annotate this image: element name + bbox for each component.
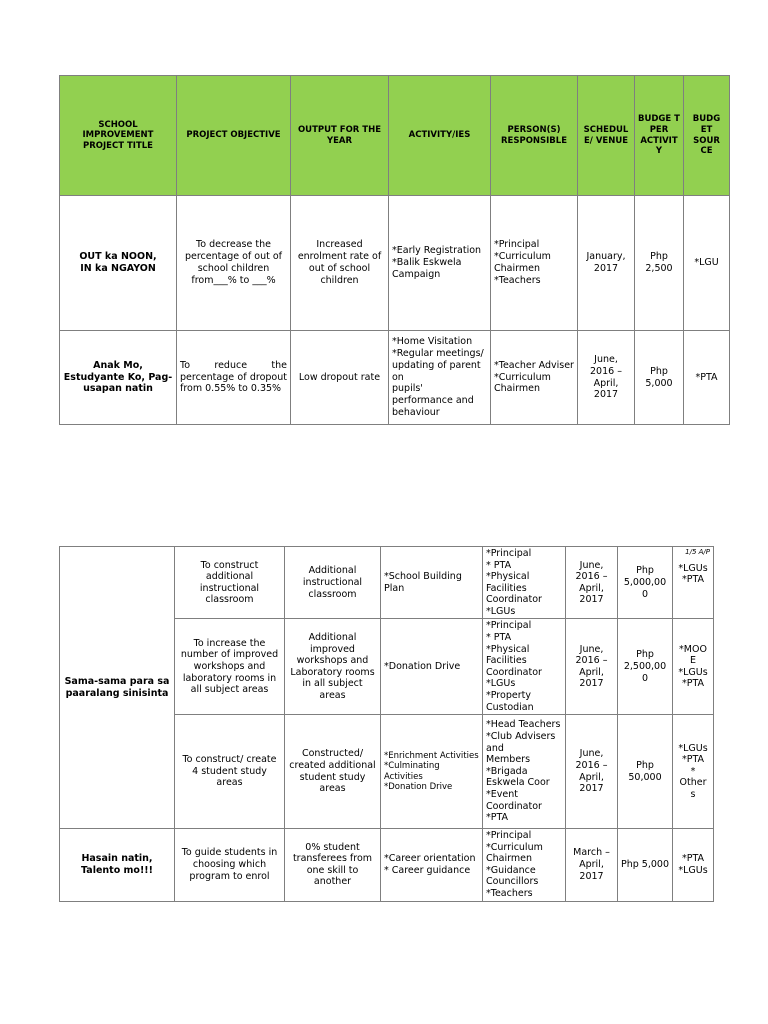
project-activities: *Career orientation * Career guidance	[381, 829, 483, 901]
project-objective: To guide students in choosing which program to enrol	[175, 829, 285, 901]
project-output: Additional instructional classroom	[285, 547, 381, 619]
table-row	[60, 547, 714, 619]
project-source: *LGU	[684, 196, 730, 331]
project-persons: *Principal *Curriculum Chairmen *Teachers	[491, 196, 578, 331]
header-objective: PROJECT OBJECTIVE	[177, 76, 291, 196]
project-activities: *School Building Plan	[381, 547, 483, 619]
project-persons: *Principal * PTA *Physical Facilities Coordinator *LGUs	[483, 547, 566, 619]
project-title: Anak Mo, Estudyante Ko, Pag-usapan natin	[60, 331, 177, 425]
project-schedule: January, 2017	[578, 196, 635, 331]
table-row	[60, 331, 730, 425]
project-objective: To construct/ create 4 student study areas	[175, 715, 285, 829]
project-persons: *Principal * PTA *Physical Facilities Coordinator *LGUs *Property Custodian	[483, 619, 566, 715]
header-source: BUDG ET SOUR CE	[684, 76, 730, 196]
project-persons: *Head Teachers *Club Advisers and Members *Brigada Eskwela Coor *Event Coordinator *PTA	[483, 715, 566, 829]
project-output: Additional improved workshops and Laboratory rooms in all subject areas	[285, 619, 381, 715]
project-objective: To construct additional instructional classroom	[175, 547, 285, 619]
project-persons: *Teacher Adviser *Curriculum Chairmen	[491, 331, 578, 425]
plan-table-bottom	[59, 546, 714, 902]
project-output: 0% student transferees from one skill to another	[285, 829, 381, 901]
project-activities: *Home Visitation *Regular meetings/ updating of parent on pupils' performance and behaviour	[389, 331, 491, 425]
header-row	[60, 76, 730, 196]
project-schedule: June, 2016 – April, 2017	[566, 547, 618, 619]
project-output: Low dropout rate	[291, 331, 389, 425]
header-project-title: SCHOOL IMPROVEMENT PROJECT TITLE	[60, 76, 177, 196]
project-objective: To increase the number of improved workshops and laboratory rooms in all subject areas	[175, 619, 285, 715]
project-schedule: March – April, 2017	[566, 829, 618, 901]
project-output: Increased enrolment rate of out of school children	[291, 196, 389, 331]
header-persons: PERSON(S) RESPONSIBLE	[491, 76, 578, 196]
header-schedule: SCHEDUL E/ VENUE	[578, 76, 635, 196]
project-activities: *Donation Drive	[381, 619, 483, 715]
project-budget: Php 5,000,00 0	[618, 547, 673, 619]
header-activities: ACTIVITY/IES	[389, 76, 491, 196]
project-persons: *Principal *Curriculum Chairmen *Guidance Councillors *Teachers	[483, 829, 566, 901]
project-objective: To decrease the percentage of out of school children from___% to ___%	[177, 196, 291, 331]
project-source: *LGUs *PTA	[678, 562, 708, 586]
plan-table-top	[59, 75, 730, 425]
project-schedule: June, 2016 – April, 2017	[566, 715, 618, 829]
project-schedule: June, 2016 – April, 2017	[566, 619, 618, 715]
project-budget: Php 2,500	[635, 196, 684, 331]
project-source: *MOO E *LGUs *PTA	[673, 619, 714, 715]
project-activities: *Early Registration *Balik Eskwela Campaign	[389, 196, 491, 331]
header-budget: BUDGE T PER ACTIVIT Y	[635, 76, 684, 196]
project-source: *PTA *LGUs	[673, 829, 714, 901]
project-title: Hasain natin, Talento mo!!!	[60, 829, 175, 901]
project-budget: Php 5,000	[618, 829, 673, 901]
project-budget: Php 2,500,00 0	[618, 619, 673, 715]
margin-note: 1/5 A/P	[685, 548, 710, 556]
table-row	[60, 829, 714, 901]
project-source: *PTA	[684, 331, 730, 425]
project-source: *LGUs *PTA * Other s	[673, 715, 714, 829]
project-objective: To reduce the percentage of dropout from 0.55% to 0.35%	[177, 331, 291, 425]
project-budget: Php 5,000	[635, 331, 684, 425]
header-output: OUTPUT FOR THE YEAR	[291, 76, 389, 196]
project-source-cell	[673, 547, 714, 619]
project-schedule: June, 2016 – April, 2017	[578, 331, 635, 425]
project-output: Constructed/ created additional student study areas	[285, 715, 381, 829]
table-row	[60, 196, 730, 331]
group-project-title: Sama-sama para sa paaralang sinisinta	[60, 547, 175, 829]
project-activities: *Enrichment Activities *Culminating Activities *Donation Drive	[381, 715, 483, 829]
project-title: OUT ka NOON, IN ka NGAYON	[60, 196, 177, 331]
project-budget: Php 50,000	[618, 715, 673, 829]
